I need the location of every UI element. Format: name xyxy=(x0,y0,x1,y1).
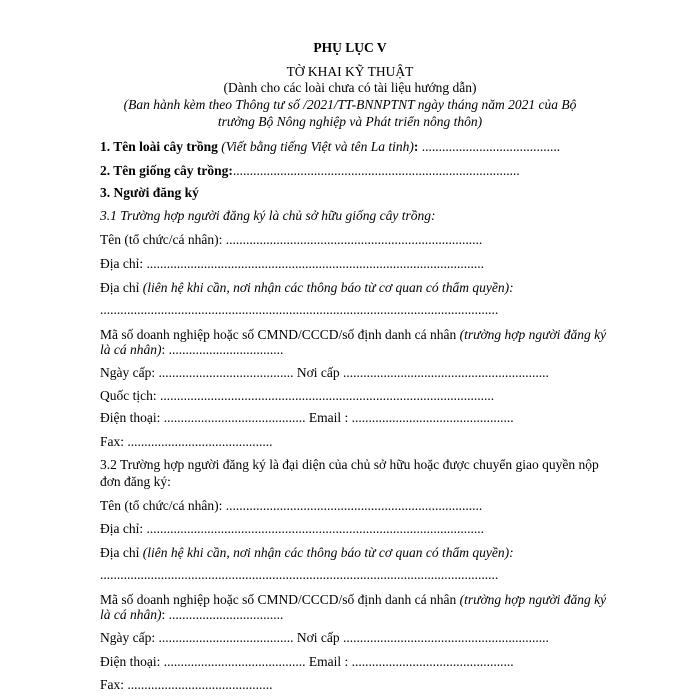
issued-note-line1: (Ban hành kèm theo Thông tư số /2021/TT-BNNPTNT ngày tháng năm 2021 của Bộ xyxy=(123,97,577,112)
sub-3-1-id-line2 xyxy=(100,342,283,358)
section-1-note: (Viết bằng tiếng Việt và tên La tinh) xyxy=(221,139,414,154)
sub-3-1-address-field: Địa chỉ: .................................................................................................... xyxy=(100,256,484,271)
section-3-applicant: 3. Người đăng ký xyxy=(100,185,199,200)
sub-3-1-name-field: Tên (tổ chức/cá nhân): ............................................................................ xyxy=(100,232,483,247)
section-1-label: 1. Tên loài cây trồng xyxy=(100,139,218,154)
form-subtitle: (Dành cho các loài chưa có tài liệu hướng dẫn) xyxy=(223,80,477,95)
sub-3-1-contact-address xyxy=(100,280,514,296)
sub-3-2-contact-label: Địa chỉ xyxy=(100,545,143,560)
issued-note-line2: trưởng Bộ Nông nghiệp và Phát triển nông thôn) xyxy=(217,114,483,129)
section-1-species xyxy=(100,139,560,155)
sub-3-1-id-note2: là cá nhân) xyxy=(100,342,162,357)
section-2-fill: ..................................................................................... xyxy=(232,163,520,178)
sub-3-2-phone-email: Điện thoại: .......................................... Email : ................................................ xyxy=(100,654,514,669)
sub-3-2-id-fill: : .................................. xyxy=(161,607,284,622)
sub-3-1-phone-email: Điện thoại: .......................................... Email : ................................................ xyxy=(100,410,514,425)
sub-3-2-contact-address xyxy=(100,545,514,561)
sub-3-2-id-note2: là cá nhân) xyxy=(100,607,162,622)
sub-3-2-issue-date-place: Ngày cấp: ........................................ Nơi cấp ............................................................. xyxy=(100,630,549,645)
sub-3-2-address-field: Địa chỉ: .................................................................................................... xyxy=(100,521,484,536)
form-title: TỜ KHAI KỸ THUẬT xyxy=(286,64,414,79)
sub-3-1-issue-date-place: Ngày cấp: ........................................ Nơi cấp ............................................................. xyxy=(100,365,549,380)
sub-3-2-contact-note: (liên hệ khi cần, nơi nhận các thông báo từ cơ quan có thẩm quyền): xyxy=(142,545,514,560)
sub-3-2-name-field: Tên (tổ chức/cá nhân): ............................................................................ xyxy=(100,498,483,513)
sub-3-2-heading-line2: đơn đăng ký: xyxy=(100,474,171,489)
sub-3-1-id-note: (trường hợp người đăng ký xyxy=(459,327,607,342)
sub-3-1-id-text: Mã số doanh nghiệp hoặc số CMND/CCCD/số định danh cá nhân xyxy=(100,327,460,342)
sub-3-2-id-line1 xyxy=(100,592,606,608)
section-2-label: 2. Tên giống cây trồng: xyxy=(100,163,233,178)
section-2-variety xyxy=(100,163,520,179)
sub-3-2-heading-line1: 3.2 Trường hợp người đăng ký là đại diện của chủ sở hữu hoặc được chuyển giao quyền nộp xyxy=(100,457,599,472)
sub-3-1-contact-note: (liên hệ khi cần, nơi nhận các thông báo từ cơ quan có thẩm quyền): xyxy=(142,280,514,295)
sub-3-2-contact-fill: ...................................................................................................................... xyxy=(100,567,499,582)
sub-3-1-nationality: Quốc tịch: ................................................................................................... xyxy=(100,388,495,403)
sub-3-2-id-text: Mã số doanh nghiệp hoặc số CMND/CCCD/số định danh cá nhân xyxy=(100,592,460,607)
appendix-title: PHỤ LỤC V xyxy=(313,40,387,55)
sub-3-1-id-fill: : .................................. xyxy=(161,342,284,357)
sub-3-1-fax: Fax: ........................................... xyxy=(100,434,273,449)
section-1-colon: : xyxy=(413,139,419,154)
sub-3-2-fax: Fax: ........................................... xyxy=(100,677,273,692)
sub-3-1-heading: 3.1 Trường hợp người đăng ký là chủ sở hữu giống cây trồng: xyxy=(100,208,436,223)
sub-3-1-contact-label: Địa chỉ xyxy=(100,280,143,295)
sub-3-1-id-line1 xyxy=(100,327,606,343)
sub-3-2-id-note: (trường hợp người đăng ký xyxy=(459,592,607,607)
section-1-fill: ......................................... xyxy=(418,139,561,154)
sub-3-1-contact-fill: ...................................................................................................................... xyxy=(100,302,499,317)
sub-3-2-id-line2 xyxy=(100,607,283,623)
